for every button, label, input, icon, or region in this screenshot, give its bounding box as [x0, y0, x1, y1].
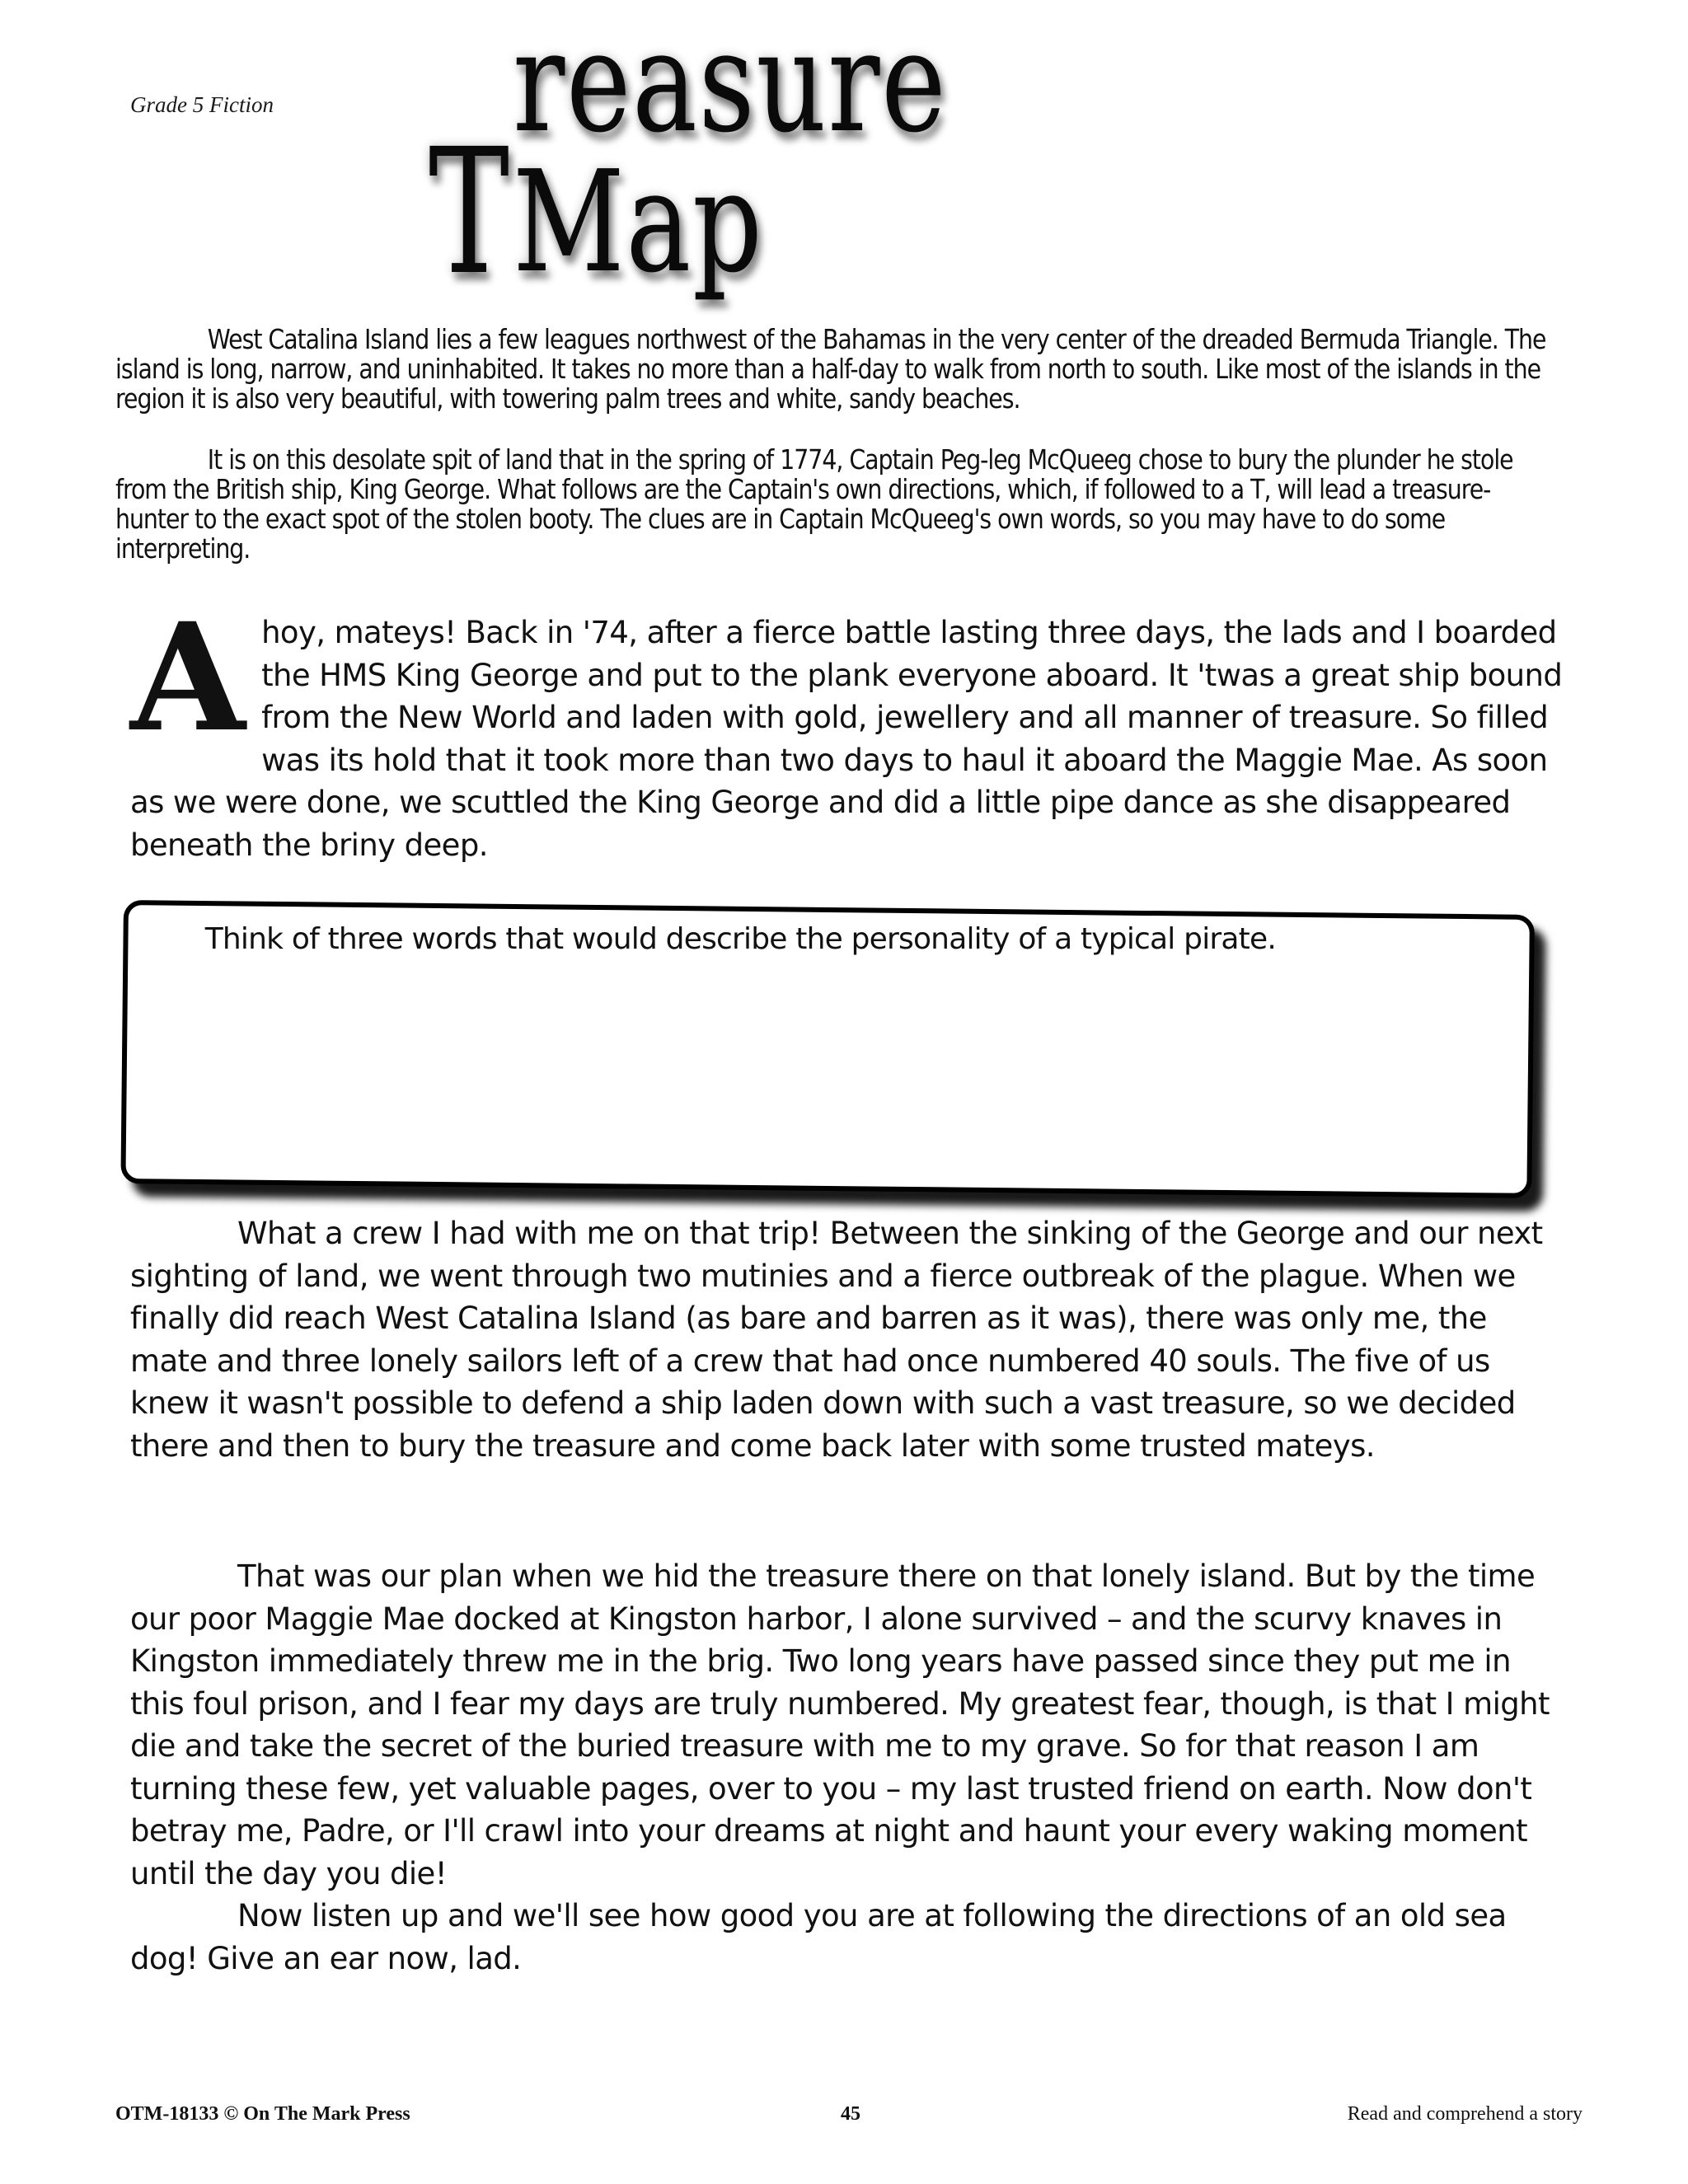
story-paragraph-3-text [130, 1555, 1564, 1895]
footer-copyright: OTM-18133 © On The Mark Press [115, 2103, 410, 2125]
story-paragraph-4-text [130, 1895, 1564, 1980]
question-answer-box[interactable] [120, 900, 1535, 1198]
drop-cap: A [130, 591, 246, 765]
title-rest: reasure Map [513, 1, 948, 304]
footer-skill: Read and comprehend a story [1347, 2103, 1582, 2125]
story-paragraph-3-body: That was our plan when we hid the treasure there on that lonely island. But by the time our poor Maggie Mae docked at Kingston harbor, I alone survived – and the scurvy knaves in Kingston immediately threw me in the brig. Two long years have passed since they put me in this foul prison, and I fear my days are truly numbered. My greatest fear, though, is that I might die and take the secret of the buried treasure with me to my grave. So for that reason I am turning these few, yet valuable pages, over to you – my last trusted friend on earth. Now don't betray me, Padre, or I'll crawl into your dreams at night and haunt your every waking moment until the day you die! [130, 1558, 1550, 1891]
story-paragraph-2-text [130, 1212, 1564, 1467]
intro-paragraph-2 [115, 445, 1547, 564]
story-paragraph-1 [130, 591, 1564, 866]
intro-paragraph-2-block [115, 443, 1513, 565]
page-footer [115, 2103, 1582, 2136]
page-number: 45 [841, 2103, 860, 2125]
story-paragraph-2 [130, 1212, 1564, 1467]
intro-paragraph-2-text: It is on this desolate spit of land that in the spring of 1774, Captain Peg-leg McQueeg chose to bury the plunder he stole from the British ship, King George. What follows are the Captain's own directions, which, if followed to a T, will lead a treasure-hunter to the exact spot of the stolen booty. The clues are in Captain McQueeg's own words, so you may have to do some interpreting. [115, 443, 1513, 565]
title-first-letter: T [429, 111, 511, 313]
question-prompt: Think of three words that would describe the personality of a typical pirate. [204, 922, 1276, 957]
intro-paragraph-1-block [115, 323, 1546, 415]
intro-paragraph-1 [115, 325, 1547, 414]
story-paragraph-2-body: What a crew I had with me on that trip! Between the sinking of the George and our next sighting of land, we went through two mutinies and a fierce outbreak of the plague. When we finally did reach West Catalina Island (as bare and barren as it was), there was only me, the mate and three lonely sailors left of a crew that had once numbered 40 souls. The five of us knew it wasn't possible to defend a ship laden down with such a vast treasure, so we decided there and then to bury the treasure and come back later with some trusted mateys. [130, 1216, 1543, 1464]
page-title [429, 1, 1360, 313]
grade-label: Grade 5 Fiction [130, 92, 274, 117]
story-paragraph-1-text: hoy, mateys! Back in '74, after a fierce battle lasting three days, the lads and I boarded the HMS King George and put to the plank everyone aboard. It 'twas a great ship bound from the New World and laden with gold, jewellery and all manner of treasure. So filled was its hold that it took more than two days to haul it aboard the Maggie Mae. As soon as we were done, we scuttled the King George and did a little pipe dance as she disappeared beneath the briny deep. [130, 615, 1563, 863]
intro-paragraph-1-text: West Catalina Island lies a few leagues northwest of the Bahamas in the very center of the dreaded Bermuda Triangle. The island is long, narrow, and uninhabited. It takes no more than a half-day to walk from north to south. Like most of the islands in the region it is also very beautiful, with towering palm trees and white, sandy beaches. [115, 323, 1546, 415]
story-paragraph-3 [130, 1555, 1564, 1980]
story-paragraph-4-body: Now listen up and we'll see how good you are at following the directions of an old sea dog! Give an ear now, lad. [130, 1898, 1507, 1976]
